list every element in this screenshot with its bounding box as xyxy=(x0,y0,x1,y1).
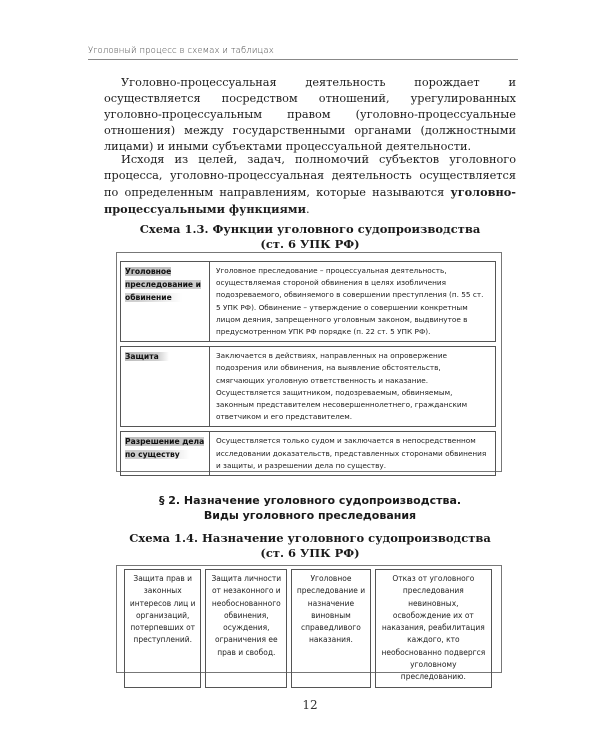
paragraph-2 xyxy=(104,152,516,218)
running-head: Уголовный процесс в схемах и таблицах xyxy=(88,46,274,56)
scheme-1-3-table xyxy=(120,257,496,480)
scheme-1-3-title-line1: Схема 1.3. Функции уголовного судопроизводства xyxy=(139,222,481,236)
paragraph-2-text: Исходя из целей, задач, полномочий субъектов уголовного процесса, уголовно-процессуальная деятельность осуществляется по определенным направлениям, которые называются xyxy=(104,153,516,199)
section-2-heading-line2: Виды уголовного преследования xyxy=(203,509,417,522)
page-number: 12 xyxy=(302,698,318,712)
purpose-cell: Защита прав и законных интересов лиц и организаций, потерпевших от преступлений. xyxy=(124,569,201,688)
section-2-heading-line1: § 2. Назначение уголовного судопроизводства. xyxy=(158,494,462,507)
function-term-cell xyxy=(120,261,210,342)
scheme-1-3-title-line2: (ст. 6 УПК РФ) xyxy=(260,237,360,251)
function-term: Уголовное преследование и обвинение xyxy=(125,267,202,302)
purpose-cell: Защита личности от незаконного и необоснованного обвинения, осуждения, ограничения ее прав и свобод. xyxy=(205,569,287,688)
scheme-1-4-title xyxy=(104,531,516,561)
paragraph-2-end: . xyxy=(306,203,310,216)
function-term: Защита xyxy=(125,352,169,361)
header-rule xyxy=(88,59,518,60)
purpose-cell: Отказ от уголовного преследования невиновных, освобождение их от наказания, реабилитация каждого, кто необоснованно подвергся уголовному преследованию. xyxy=(375,569,492,688)
scheme-1-4-title-line1: Схема 1.4. Назначение уголовного судопроизводства xyxy=(129,531,491,545)
function-term-cell xyxy=(120,346,210,427)
scheme-1-4-title-line2: (ст. 6 УПК РФ) xyxy=(260,546,360,560)
function-definition: Осуществляется только судом и заключается в непосредственном исследовании доказательств, представленных сторонами обвинения и защиты, и разрешении дела по существу. xyxy=(210,431,496,476)
table-row xyxy=(124,569,492,688)
scheme-1-4-table xyxy=(120,569,496,688)
function-term: Разрешение дела по существу xyxy=(125,437,205,460)
paragraph-1: Уголовно-процессуальная деятельность порождает и осуществляется посредством отношений, урегулированных уголовно-процессуальным правом (уголовно-процессуальные отношения) между государственными органами (должностными лицами) и иными субъектами процессуальной деятельности. xyxy=(104,76,516,153)
function-definition: Уголовное преследование – процессуальная деятельность, осуществляемая стороной обвинения в целях изобличения подозреваемого, обвиняемого в совершении преступления (п. 55 ст. 5 УПК РФ). Обвинение – утверждение о совершении конкретным лицом деяния, запрещенного уголовным законом, выдвинутое в предусмотренном УПК РФ порядке (п. 22 ст. 5 УПК РФ). xyxy=(210,261,496,342)
paragraph-2-bold-term: уголовно-процессуальными функциями xyxy=(104,185,516,216)
scheme-1-3-title xyxy=(104,222,516,252)
table-row xyxy=(120,261,496,342)
function-definition: Заключается в действиях, направленных на опровержение подозрения или обвинения, на выявление обстоятельств, смягчающих уголовную ответственность и наказание. Осуществляется защитником, подозреваемым, обвиняемым, законным представителем несовершеннолетнего, гражданским ответчиком и его представителем. xyxy=(210,346,496,427)
table-row xyxy=(120,431,496,476)
section-2-heading xyxy=(104,493,516,523)
function-term-cell xyxy=(120,431,210,476)
table-row xyxy=(120,346,496,427)
purpose-cell: Уголовное преследование и назначение виновным справедливого наказания. xyxy=(291,569,370,688)
